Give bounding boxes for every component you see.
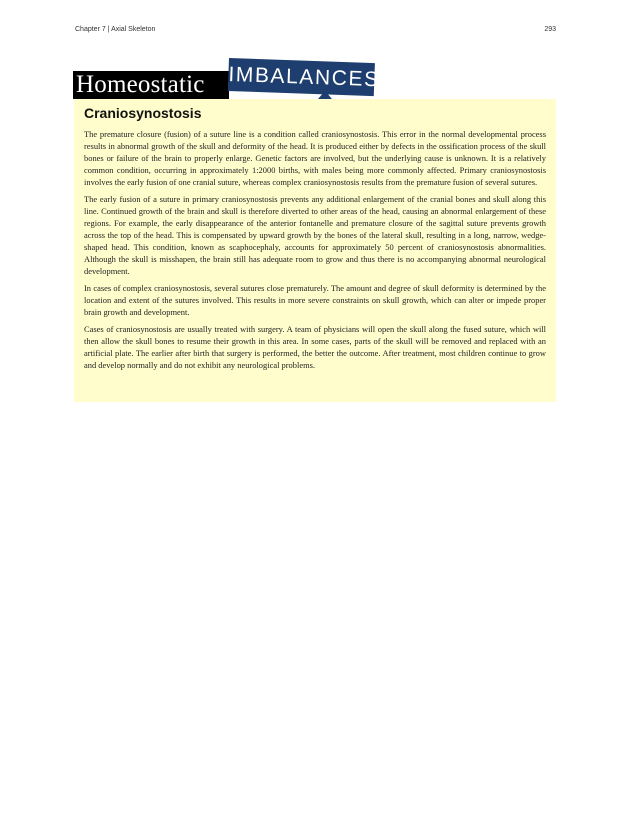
- page-number: 293: [544, 26, 556, 33]
- paragraph: In cases of complex craniosynostosis, several sutures close prematurely. The amount and degree of skull deformity is determined by the location and extent of the sutures involved. This results in more severe constraints on skull growth, which can alter or impede proper brain growth and development.: [84, 283, 546, 317]
- box-title: Craniosynostosis: [84, 105, 202, 121]
- feature-box: [74, 99, 556, 402]
- chapter-title: Chapter 7 | Axial Skeleton: [75, 26, 156, 33]
- running-header: [75, 26, 556, 33]
- paragraph: Cases of craniosynostosis are usually treated with surgery. A team of physicians will open the skull along the fused suture, which will then allow the skull bones to resume their growth in this area. In some cases, parts of the skull will be removed and replaced with an artificial plate. The earlier after birth that surgery is performed, the better the outcome. After treatment, most children continue to grow and develop normally and do not exhibit any neurological problems.: [84, 324, 546, 370]
- homeostatic-imbalances-banner: [73, 56, 393, 100]
- banner-homeostatic-label: Homeostatic: [73, 71, 229, 99]
- paragraph: The premature closure (fusion) of a suture line is a condition called craniosynostosis. This error in the normal developmental process results in abnormal growth of the skull and deformity of the head. It is produced either by defects in the ossification process of the skull bones or failure of the brain to properly enlarge. Genetic factors are involved, but the underlying cause is unknown. It is a relatively common condition, occurring in approximately 1:2000 births, with males being more commonly affected. Primary craniosynostosis involves the early fusion of one cranial suture, whereas complex craniosynostosis results from the premature fusion of several sutures.: [84, 129, 546, 187]
- paragraph: The early fusion of a suture in primary craniosynostosis prevents any additional enlargement of the cranial bones and skull along this line. Continued growth of the brain and skull is therefore diverted to other areas of the head, causing an abnormal enlargement of these regions. For example, the early disappearance of the anterior fontanelle and premature closure of the sagittal suture prevents growth across the top of the head. This is compensated by upward growth by the bones of the lateral skull, resulting in a long, narrow, wedge-shaped head. This condition, known as scaphocephaly, accounts for approximately 50 percent of craniosynostosis abnormalities. Although the skull is misshapen, the brain still has adequate room to grow and thus there is no accompanying abnormal neurological development.: [84, 194, 546, 276]
- banner-imbalances-label: IMBALANCES: [228, 58, 375, 96]
- banner-pointer-icon: [318, 91, 332, 99]
